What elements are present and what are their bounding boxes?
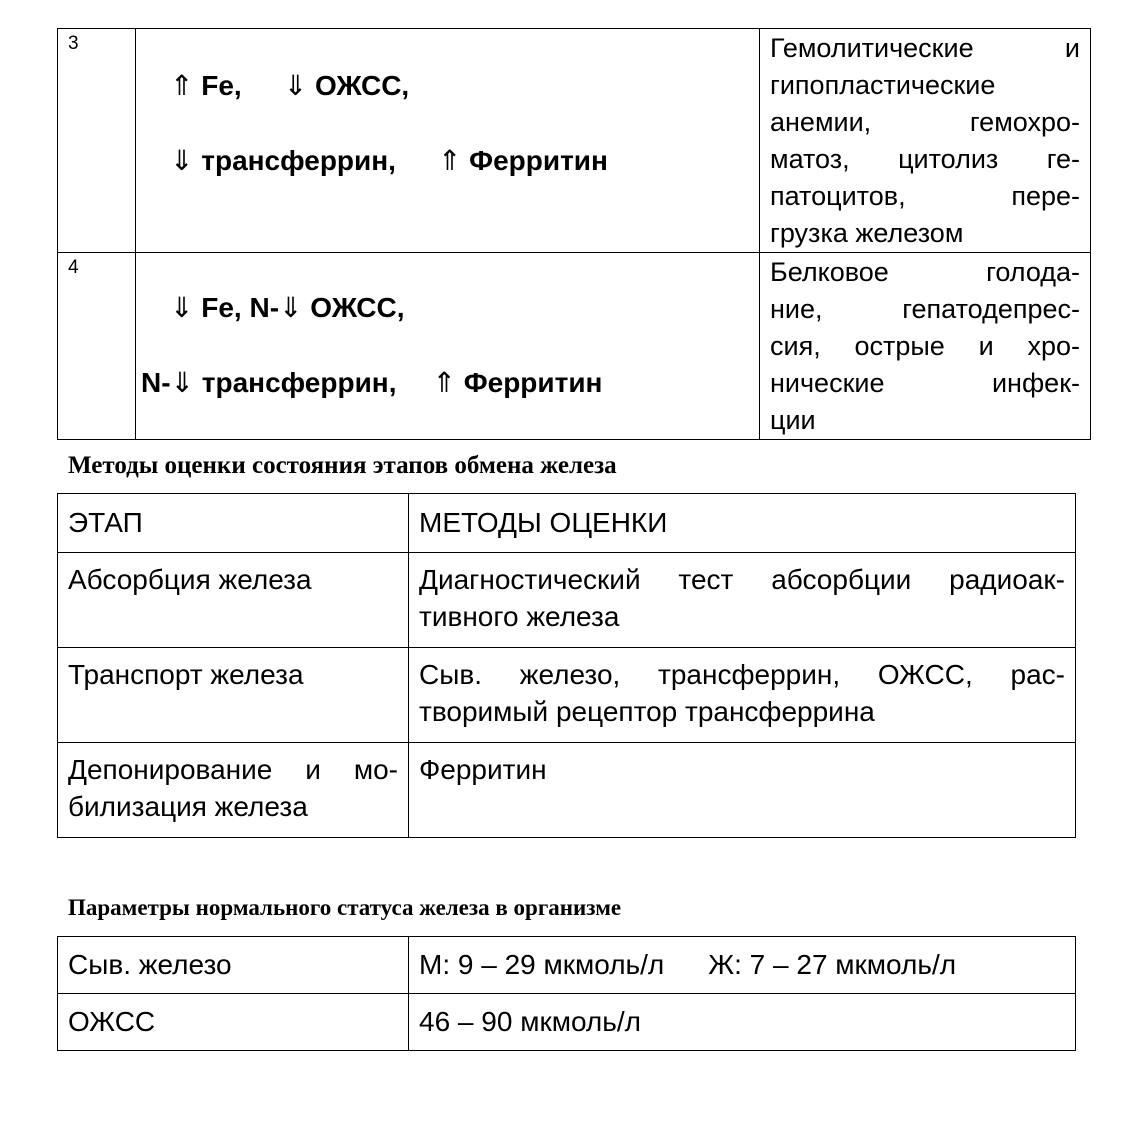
condition-line: анемии, гемохро- (770, 107, 1080, 137)
findings-table (57, 28, 1091, 440)
lab-pattern-line (170, 69, 409, 102)
stage-cell: Абсорбция железа (58, 553, 409, 648)
section-heading: Параметры нормального статуса железа в организме (68, 895, 622, 920)
methods-table (57, 493, 1076, 838)
table-row (58, 553, 1076, 648)
lab-pattern-cell (136, 29, 760, 253)
row-number: 4 (58, 253, 136, 440)
up-arrow-icon: ⇑ (432, 367, 456, 398)
parameter-value (409, 937, 1076, 994)
methods-line: Сыв. железо, трансферрин, ОЖСС, рас- (419, 659, 1065, 690)
lab-text: Ферритин (461, 145, 608, 176)
condition-line: ние, гепатодепрес- (770, 294, 1080, 324)
parameter-name: ОЖСС (58, 994, 409, 1051)
lab-pattern-cell (136, 253, 760, 440)
table-header-row (58, 494, 1076, 553)
female-range: Ж: 7 – 27 мкмоль/л (708, 949, 957, 980)
section-heading: Методы оценки состояния этапов обмена железа (68, 452, 617, 479)
parameter-value: 46 – 90 мкмоль/л (409, 994, 1076, 1051)
lab-text: ОЖСС, (302, 292, 405, 323)
condition-line: ции (770, 405, 816, 435)
stage-line: Депонирование и мо- (68, 754, 398, 785)
lab-text: ОЖСС, (307, 70, 410, 101)
table-row (58, 253, 1091, 440)
parameter-name: Сыв. железо (58, 937, 409, 994)
lab-text: Fe, N- (193, 292, 280, 323)
methods-line: Диагностический тест абсорбции радиоак- (419, 564, 1065, 595)
stage-cell: Транспорт железа (58, 648, 409, 743)
lab-pattern-line (170, 291, 405, 324)
parameters-table (57, 936, 1076, 1051)
down-arrow-icon: ⇓ (170, 145, 194, 176)
methods-line: Ферритин (419, 754, 547, 785)
methods-line: творимый рецептор трансферрина (419, 696, 875, 727)
column-header: МЕТОДЫ ОЦЕНКИ (409, 494, 1076, 553)
methods-cell (409, 648, 1076, 743)
conditions-cell (760, 253, 1091, 440)
down-arrow-icon: ⇓ (170, 292, 194, 323)
condition-line: патоцитов, пере- (770, 181, 1080, 211)
lab-text: трансферрин, (193, 145, 396, 176)
table-row (58, 994, 1076, 1051)
table-row (58, 743, 1076, 838)
column-header: ЭТАП (58, 494, 409, 553)
methods-line: тивного железа (419, 601, 620, 632)
condition-line: матоз, цитолиз ге- (770, 144, 1080, 174)
methods-cell (409, 743, 1076, 838)
lab-pattern-line (141, 366, 602, 399)
table-row (58, 648, 1076, 743)
lab-text: трансферрин, (194, 367, 397, 398)
lab-text: Fe, (193, 70, 242, 101)
down-arrow-icon: ⇓ (170, 367, 195, 398)
up-arrow-icon: ⇑ (437, 145, 462, 176)
down-arrow-icon: ⇓ (283, 70, 308, 101)
stage-line: билизация железа (68, 791, 308, 822)
condition-line: Белковое голода- (770, 257, 1080, 287)
male-range: М: 9 – 29 мкмоль/л (419, 949, 665, 980)
down-arrow-icon: ⇓ (279, 292, 303, 323)
up-arrow-icon: ⇑ (170, 70, 194, 101)
condition-line: нические инфек- (770, 368, 1080, 398)
table-row (58, 937, 1076, 994)
condition-line: Гемолитические и (770, 33, 1080, 63)
condition-line: грузка железом (770, 218, 964, 248)
lab-text: N- (141, 367, 171, 398)
row-number: 3 (58, 29, 136, 253)
table-row (58, 29, 1091, 253)
condition-line: гипопластические (770, 70, 996, 100)
lab-text: Ферритин (455, 367, 603, 398)
conditions-cell (760, 29, 1091, 253)
stage-cell (58, 743, 409, 838)
condition-line: сия, острые и хро- (770, 331, 1080, 361)
lab-pattern-line (170, 144, 608, 177)
methods-cell (409, 553, 1076, 648)
